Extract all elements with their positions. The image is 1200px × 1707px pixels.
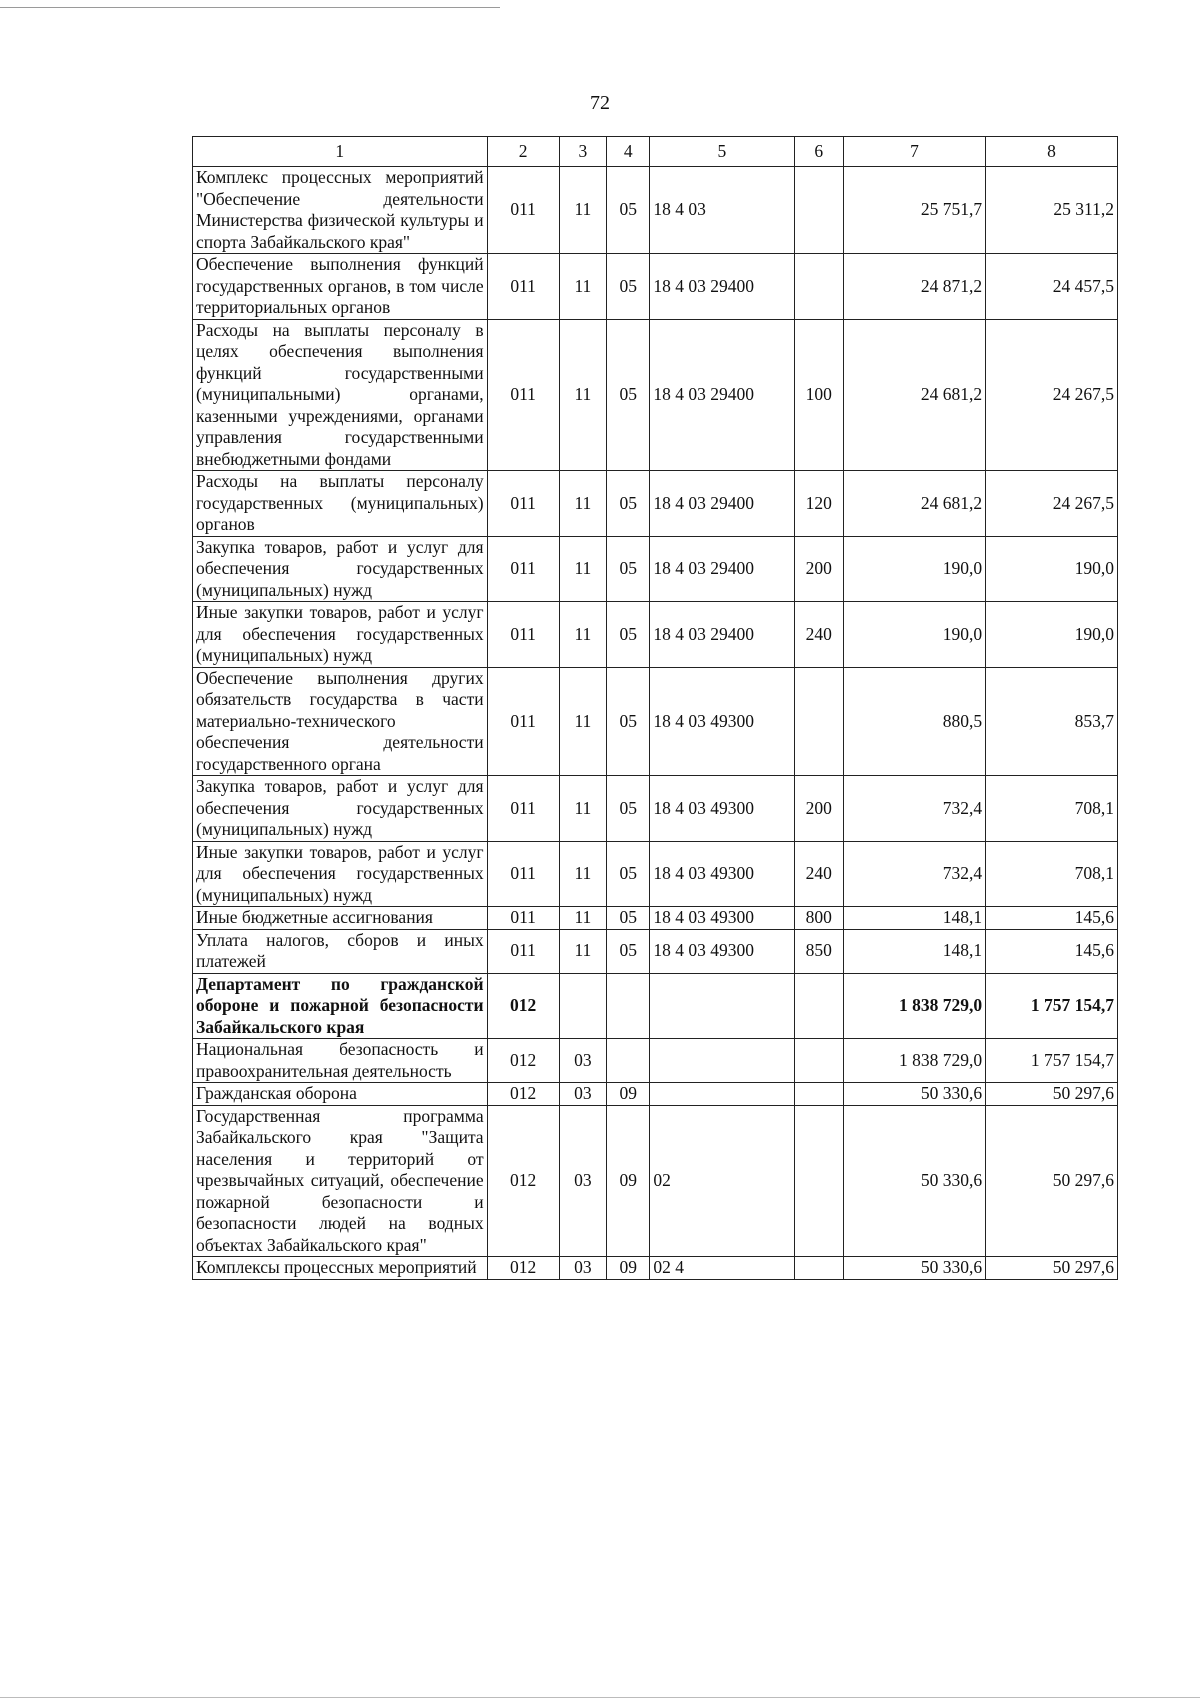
section-code-cell: 11 — [559, 602, 606, 668]
subsection-code-cell: 05 — [607, 667, 650, 776]
header-col-6: 6 — [794, 137, 843, 167]
expense-type-cell — [794, 973, 843, 1039]
section-code-cell: 11 — [559, 929, 606, 973]
expense-type-cell: 850 — [794, 929, 843, 973]
target-article-cell: 02 — [650, 1105, 794, 1257]
amount-year-2-cell: 50 297,6 — [986, 1083, 1118, 1106]
section-code-cell: 11 — [559, 471, 606, 537]
expense-type-cell — [794, 167, 843, 254]
amount-year-2-cell: 24 457,5 — [986, 254, 1118, 320]
expense-type-cell: 120 — [794, 471, 843, 537]
header-col-1: 1 — [193, 137, 488, 167]
subsection-code-cell: 05 — [607, 471, 650, 537]
header-col-5: 5 — [650, 137, 794, 167]
amount-year-1-cell: 25 751,7 — [843, 167, 985, 254]
row-name-cell: Расходы на выплаты персоналу государственных (муниципальных) органов — [193, 471, 488, 537]
table-row — [193, 929, 1118, 973]
target-article-cell — [650, 1039, 794, 1083]
target-article-cell: 18 4 03 49300 — [650, 929, 794, 973]
expense-type-cell — [794, 1257, 843, 1280]
section-code-cell: 11 — [559, 841, 606, 907]
table-row — [193, 1083, 1118, 1106]
scan-edge-line — [0, 7, 500, 8]
section-code-cell: 03 — [559, 1083, 606, 1106]
target-article-cell — [650, 973, 794, 1039]
section-code-cell: 11 — [559, 907, 606, 930]
subsection-code-cell — [607, 973, 650, 1039]
table-row — [193, 254, 1118, 320]
header-col-7: 7 — [843, 137, 985, 167]
table-row — [193, 667, 1118, 776]
subsection-code-cell: 05 — [607, 776, 650, 842]
amount-year-2-cell: 1 757 154,7 — [986, 973, 1118, 1039]
header-col-8: 8 — [986, 137, 1118, 167]
amount-year-1-cell: 24 681,2 — [843, 319, 985, 471]
scan-edge-line — [0, 1697, 1200, 1698]
amount-year-1-cell: 148,1 — [843, 907, 985, 930]
ministry-code-cell: 011 — [487, 667, 559, 776]
expense-type-cell: 100 — [794, 319, 843, 471]
amount-year-1-cell: 24 681,2 — [843, 471, 985, 537]
section-code-cell: 11 — [559, 167, 606, 254]
table-row — [193, 167, 1118, 254]
section-code-cell: 11 — [559, 536, 606, 602]
table-row — [193, 1257, 1118, 1280]
page-number: 72 — [590, 92, 610, 114]
ministry-code-cell: 011 — [487, 929, 559, 973]
ministry-code-cell: 011 — [487, 319, 559, 471]
amount-year-2-cell: 190,0 — [986, 536, 1118, 602]
row-name-cell: Расходы на выплаты персоналу в целях обеспечения выполнения функций государственными (муниципальными) органами, казенными учреждениями, органами управления государственными внебюджетными фондами — [193, 319, 488, 471]
subsection-code-cell: 05 — [607, 907, 650, 930]
table-row — [193, 841, 1118, 907]
section-code-cell: 03 — [559, 1039, 606, 1083]
target-article-cell: 18 4 03 49300 — [650, 776, 794, 842]
section-code-cell: 03 — [559, 1105, 606, 1257]
target-article-cell: 18 4 03 29400 — [650, 471, 794, 537]
subsection-code-cell: 05 — [607, 929, 650, 973]
amount-year-2-cell: 25 311,2 — [986, 167, 1118, 254]
header-col-3: 3 — [559, 137, 606, 167]
table-row — [193, 1105, 1118, 1257]
expense-type-cell: 800 — [794, 907, 843, 930]
expense-type-cell — [794, 1083, 843, 1106]
subsection-code-cell: 05 — [607, 319, 650, 471]
amount-year-1-cell: 732,4 — [843, 841, 985, 907]
amount-year-2-cell: 708,1 — [986, 841, 1118, 907]
subsection-code-cell: 05 — [607, 841, 650, 907]
amount-year-1-cell: 190,0 — [843, 536, 985, 602]
ministry-code-cell: 011 — [487, 536, 559, 602]
row-name-cell: Государственная программа Забайкальского края "Защита населения и территорий от чрезвычайных ситуаций, обеспечение пожарной безопасности и безопасности людей на водных объектах Забайкальского края" — [193, 1105, 488, 1257]
expense-type-cell — [794, 1105, 843, 1257]
ministry-code-cell: 011 — [487, 907, 559, 930]
subsection-code-cell: 05 — [607, 602, 650, 668]
amount-year-2-cell: 853,7 — [986, 667, 1118, 776]
ministry-code-cell: 011 — [487, 841, 559, 907]
subsection-code-cell: 05 — [607, 167, 650, 254]
target-article-cell: 18 4 03 49300 — [650, 841, 794, 907]
row-name-cell: Уплата налогов, сборов и иных платежей — [193, 929, 488, 973]
amount-year-2-cell: 708,1 — [986, 776, 1118, 842]
table-row — [193, 973, 1118, 1039]
section-code-cell: 11 — [559, 776, 606, 842]
target-article-cell: 18 4 03 29400 — [650, 254, 794, 320]
expense-type-cell: 200 — [794, 536, 843, 602]
row-name-cell: Комплекс процессных мероприятий "Обеспечение деятельности Министерства физической культуры и спорта Забайкальского края" — [193, 167, 488, 254]
target-article-cell — [650, 1083, 794, 1106]
subsection-code-cell: 05 — [607, 254, 650, 320]
target-article-cell: 18 4 03 29400 — [650, 602, 794, 668]
target-article-cell: 18 4 03 — [650, 167, 794, 254]
ministry-code-cell: 011 — [487, 776, 559, 842]
table-row — [193, 536, 1118, 602]
section-code-cell: 11 — [559, 319, 606, 471]
section-code-cell: 11 — [559, 667, 606, 776]
column-number-header-row — [193, 137, 1118, 167]
ministry-code-cell: 012 — [487, 973, 559, 1039]
amount-year-2-cell: 1 757 154,7 — [986, 1039, 1118, 1083]
expense-type-cell: 240 — [794, 602, 843, 668]
section-code-cell: 11 — [559, 254, 606, 320]
subsection-code-cell: 09 — [607, 1083, 650, 1106]
row-name-cell: Закупка товаров, работ и услуг для обеспечения государственных (муниципальных) нужд — [193, 776, 488, 842]
amount-year-1-cell: 880,5 — [843, 667, 985, 776]
section-code-cell: 03 — [559, 1257, 606, 1280]
amount-year-2-cell: 24 267,5 — [986, 471, 1118, 537]
row-name-cell: Комплексы процессных мероприятий — [193, 1257, 488, 1280]
budget-table — [192, 136, 1118, 1280]
table-row — [193, 776, 1118, 842]
target-article-cell: 18 4 03 49300 — [650, 907, 794, 930]
amount-year-1-cell: 190,0 — [843, 602, 985, 668]
amount-year-1-cell: 148,1 — [843, 929, 985, 973]
subsection-code-cell: 09 — [607, 1105, 650, 1257]
subsection-code-cell: 05 — [607, 536, 650, 602]
amount-year-2-cell: 24 267,5 — [986, 319, 1118, 471]
amount-year-2-cell: 50 297,6 — [986, 1105, 1118, 1257]
table-row — [193, 319, 1118, 471]
row-name-cell: Обеспечение выполнения других обязательств государства в части материально-технического обеспечения деятельности государственного органа — [193, 667, 488, 776]
amount-year-1-cell: 50 330,6 — [843, 1105, 985, 1257]
amount-year-2-cell: 145,6 — [986, 929, 1118, 973]
row-name-cell: Иные закупки товаров, работ и услуг для обеспечения государственных (муниципальных) нужд — [193, 841, 488, 907]
row-name-cell: Закупка товаров, работ и услуг для обеспечения государственных (муниципальных) нужд — [193, 536, 488, 602]
amount-year-2-cell: 145,6 — [986, 907, 1118, 930]
amount-year-2-cell: 50 297,6 — [986, 1257, 1118, 1280]
subsection-code-cell — [607, 1039, 650, 1083]
ministry-code-cell: 011 — [487, 471, 559, 537]
amount-year-1-cell: 50 330,6 — [843, 1257, 985, 1280]
expense-type-cell — [794, 1039, 843, 1083]
ministry-code-cell: 011 — [487, 602, 559, 668]
ministry-code-cell: 012 — [487, 1083, 559, 1106]
expense-type-cell: 240 — [794, 841, 843, 907]
amount-year-1-cell: 732,4 — [843, 776, 985, 842]
row-name-cell: Иные бюджетные ассигнования — [193, 907, 488, 930]
target-article-cell: 18 4 03 49300 — [650, 667, 794, 776]
row-name-cell: Обеспечение выполнения функций государственных органов, в том числе территориальных органов — [193, 254, 488, 320]
row-name-cell: Национальная безопасность и правоохранительная деятельность — [193, 1039, 488, 1083]
ministry-code-cell: 012 — [487, 1257, 559, 1280]
target-article-cell: 18 4 03 29400 — [650, 319, 794, 471]
section-code-cell — [559, 973, 606, 1039]
ministry-code-cell: 012 — [487, 1105, 559, 1257]
target-article-cell: 02 4 — [650, 1257, 794, 1280]
amount-year-1-cell: 50 330,6 — [843, 1083, 985, 1106]
subsection-code-cell: 09 — [607, 1257, 650, 1280]
row-name-cell: Департамент по гражданской обороне и пожарной безопасности Забайкальского края — [193, 973, 488, 1039]
table-body — [193, 167, 1118, 1280]
table-row — [193, 602, 1118, 668]
expense-type-cell: 200 — [794, 776, 843, 842]
amount-year-1-cell: 1 838 729,0 — [843, 1039, 985, 1083]
header-col-4: 4 — [607, 137, 650, 167]
amount-year-1-cell: 24 871,2 — [843, 254, 985, 320]
header-col-2: 2 — [487, 137, 559, 167]
table-row — [193, 471, 1118, 537]
expense-type-cell — [794, 254, 843, 320]
ministry-code-cell: 011 — [487, 254, 559, 320]
row-name-cell: Иные закупки товаров, работ и услуг для обеспечения государственных (муниципальных) нужд — [193, 602, 488, 668]
table-row — [193, 1039, 1118, 1083]
amount-year-2-cell: 190,0 — [986, 602, 1118, 668]
target-article-cell: 18 4 03 29400 — [650, 536, 794, 602]
ministry-code-cell: 011 — [487, 167, 559, 254]
table-row — [193, 907, 1118, 930]
amount-year-1-cell: 1 838 729,0 — [843, 973, 985, 1039]
expense-type-cell — [794, 667, 843, 776]
row-name-cell: Гражданская оборона — [193, 1083, 488, 1106]
ministry-code-cell: 012 — [487, 1039, 559, 1083]
